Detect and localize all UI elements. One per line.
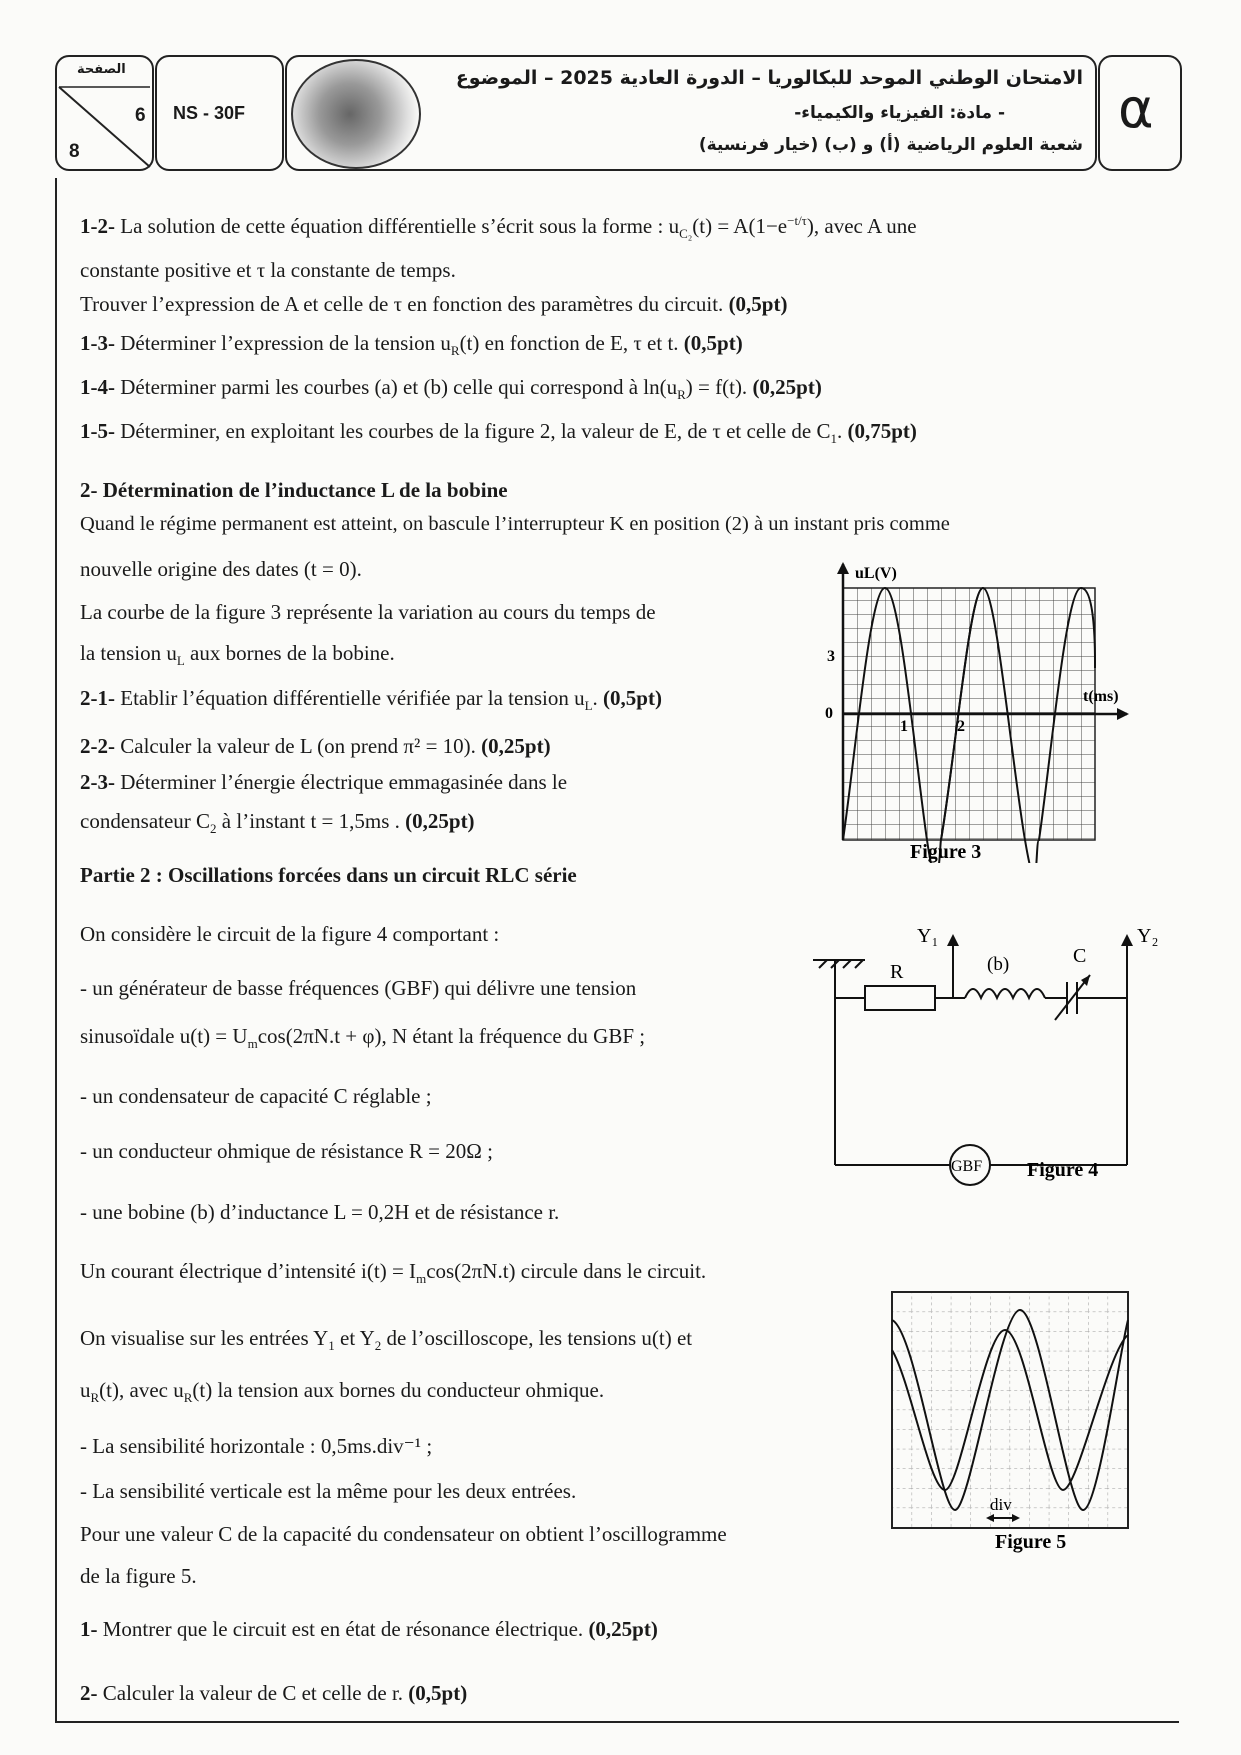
label-gbf: GBF — [951, 1158, 983, 1175]
q1-5: 1-5- Déterminer, en exploitant les courbes de la figure 2, la valeur de E, de τ et celle de $C_1$. (0,75pt) — [80, 419, 917, 447]
figure3-x-arrow — [1117, 708, 1129, 720]
figure5-caption: Figure 5 — [995, 1531, 1067, 1553]
header-arabic-line3: شعبة العلوم الرياضية (أ) و (ب) (خيار فرنسية) — [698, 135, 1083, 155]
section2-title: 2- Détermination de l’inductance L de la bobine — [80, 478, 508, 502]
figure3-x-tick-1: 1 — [900, 718, 908, 735]
q1-2-line1: 1-2- La solution de cette équation différentielle s’écrit sous la forme : $u_{C_2}(t) = A(1-e^{-t/\tau})$, avec A une — [80, 213, 917, 242]
header-page-box — [55, 55, 154, 171]
section2-p4: la tension $u_L$ aux bornes de la bobine. — [80, 641, 395, 669]
header-code-box — [155, 55, 284, 171]
partie2-title: Partie 2 : Oscillations forcées dans un circuit RLC série — [80, 863, 577, 887]
q1-4: 1-4- Déterminer parmi les courbes (a) et (b) celle qui correspond à $\ln(u_R) = f(t)$. (0,25pt) — [80, 375, 822, 403]
section2-p1: Quand le régime permanent est atteint, on bascule l’interrupteur K en position (2) à un instant pris comme — [80, 513, 950, 535]
q1-2-line3: Trouver l’expression de A et celle de τ en fonction des paramètres du circuit. (0,5pt) — [80, 292, 788, 316]
partie2-visu1: On visualise sur les entrées $Y_1$ et $Y_2$ de l’oscilloscope, les tensions u(t) et — [80, 1326, 693, 1354]
figure3-ylabel: uL(V) — [855, 565, 897, 582]
header-title-box — [285, 55, 1097, 171]
partie2-pour1: Pour une valeur C de la capacité du condensateur on obtient l’oscillogramme — [80, 1522, 727, 1546]
partie2-item2: - un condensateur de capacité C réglable ; — [80, 1084, 432, 1108]
label-C: C — [1073, 945, 1087, 967]
q1-3: 1-3- Déterminer l’expression de la tension $u_R(t)$ en fonction de E, τ et t. (0,5pt) — [80, 331, 743, 359]
coil-b — [965, 989, 1045, 998]
label-b: (b) — [987, 954, 1010, 975]
figure4-circuit — [805, 920, 1165, 1190]
header-alpha-box — [1098, 55, 1182, 171]
figure3-y-tick: 3 — [827, 648, 835, 665]
partie2-pour2: de la figure 5. — [80, 1564, 197, 1588]
resistor-R — [865, 986, 935, 1010]
label-Y1: Y₁ — [917, 925, 939, 947]
page-number: 6 — [135, 105, 146, 126]
figure3-graph — [815, 558, 1135, 863]
ground-symbol — [813, 960, 865, 968]
figure5-oscillogram — [890, 1290, 1130, 1555]
figure3-caption: Figure 3 — [910, 841, 982, 863]
partie2-q2: 2- Calculer la valeur de C et celle de r. (0,5pt) — [80, 1681, 468, 1705]
header-seal — [291, 59, 421, 169]
q2-3-line2: condensateur $C_2$ à l’instant t = 1,5ms . (0,25pt) — [80, 809, 475, 837]
figure3-origin: 0 — [825, 705, 833, 722]
page-total: 8 — [69, 141, 80, 162]
partie2-q1: 1- Montrer que le circuit est en état de résonance électrique. (0,25pt) — [80, 1617, 658, 1641]
exam-code: NS - 30F — [173, 103, 246, 123]
q2-2: 2-2- Calculer la valeur de L (on prend π² = 10). (0,25pt) — [80, 734, 551, 758]
figure4-caption: Figure 4 — [1027, 1159, 1099, 1181]
q2-3-line1: 2-3- Déterminer l’énergie électrique emmagasinée dans le — [80, 770, 568, 794]
partie2-sens-h: - La sensibilité horizontale : 0,5ms.div⁻¹ ; — [80, 1434, 433, 1458]
section2-p2: nouvelle origine des dates (t = 0). — [80, 557, 362, 581]
alpha-symbol: α — [1118, 77, 1154, 140]
figure3-x-tick-2: 2 — [957, 718, 965, 735]
q2-1: 2-1- Etablir l’équation différentielle vérifiée par la tension $u_L$. (0,5pt) — [80, 686, 662, 714]
figure3-xlabel: t(ms) — [1083, 688, 1119, 705]
page-label: الصفحة — [77, 62, 126, 77]
figure3-y-arrow — [837, 562, 849, 574]
partie2-item4: - une bobine (b) d’inductance L = 0,2H et de résistance r. — [80, 1200, 560, 1224]
partie2-intro: On considère le circuit de la figure 4 comportant : — [80, 922, 500, 946]
div-label: div — [990, 1495, 1012, 1514]
partie2-item1b: sinusoïdale $u(t) = U_m\cos(2\pi N.t + \varphi)$, N étant la fréquence du GBF ; — [80, 1024, 646, 1052]
section2-p3: La courbe de la figure 3 représente la variation au cours du temps de — [80, 600, 656, 624]
label-R: R — [890, 961, 904, 983]
header-arabic-line1: الامتحان الوطني الموحد للبكالوريا – الدورة العادية 2025 – الموضوع — [455, 67, 1083, 89]
partie2-item1a: - un générateur de basse fréquences (GBF) qui délivre une tension — [80, 976, 637, 1000]
label-Y2: Y₂ — [1137, 925, 1159, 947]
header-arabic-line2: - مادة: الفيزياء والكيمياء- — [794, 103, 1005, 123]
q1-2-line2: constante positive et τ la constante de temps. — [80, 258, 456, 282]
partie2-item3: - un conducteur ohmique de résistance R = 20Ω ; — [80, 1139, 493, 1163]
partie2-current: Un courant électrique d’intensité $i(t) = I_m\cos(2\pi N.t)$ circule dans le circuit. — [80, 1259, 707, 1287]
partie2-sens-v: - La sensibilité verticale est la même pour les deux entrées. — [80, 1479, 577, 1503]
partie2-visu2: $u_R(t)$, avec $u_R(t)$ la tension aux bornes du conducteur ohmique. — [80, 1378, 605, 1406]
